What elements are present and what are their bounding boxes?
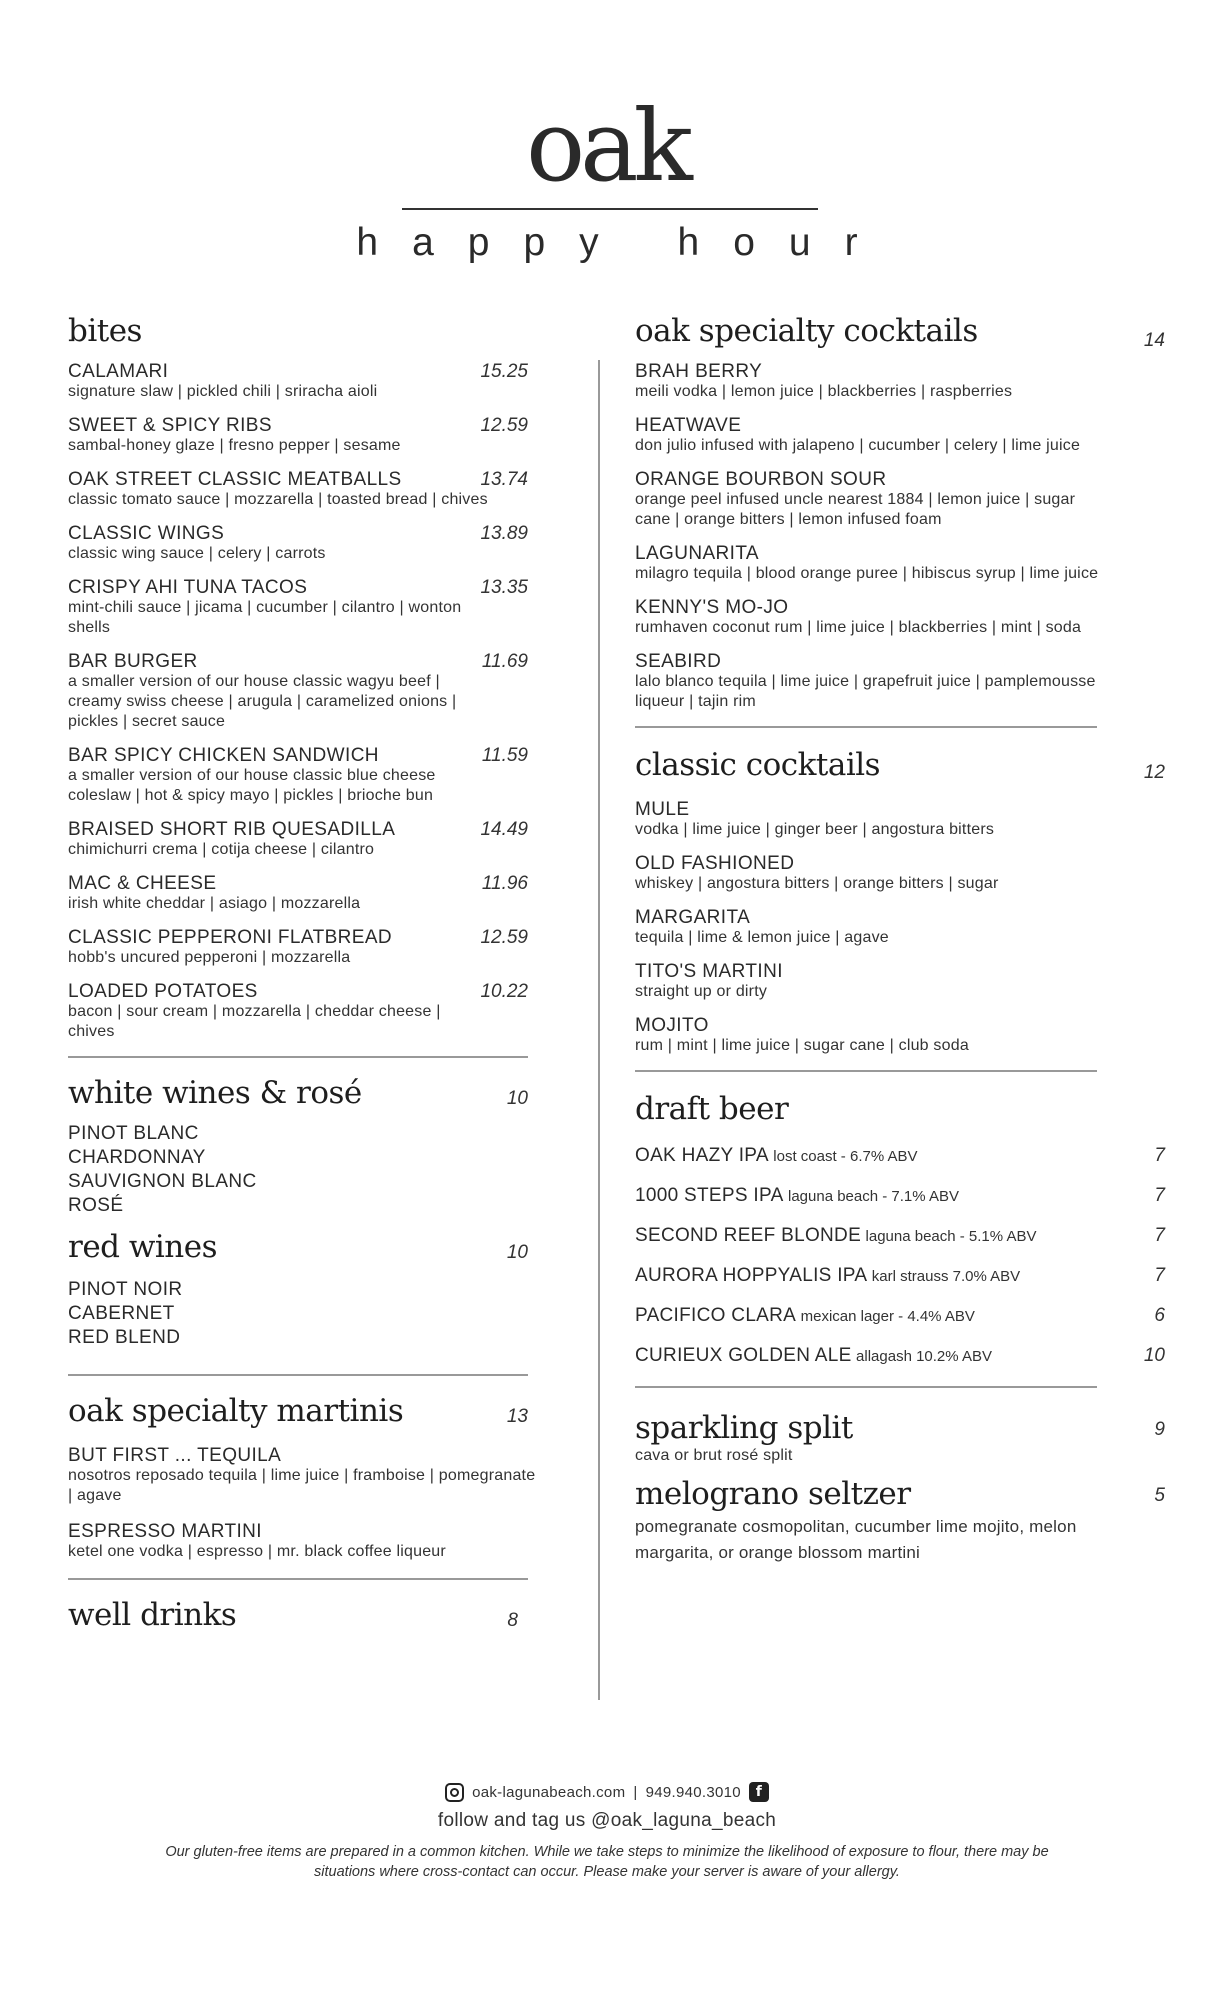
item-description: tequila | lime & lemon juice | agave xyxy=(635,929,889,946)
beer-price: 6 xyxy=(1154,1305,1165,1326)
column-divider xyxy=(598,360,600,1700)
item-name: SWEET & SPICY RIBS xyxy=(68,415,272,436)
item-description: whiskey | angostura bitters | orange bitters | sugar xyxy=(635,875,999,892)
right-column xyxy=(635,308,1165,1566)
section-specialty-cocktails-header xyxy=(635,308,1165,354)
item-description: bacon | sour cream | mozzarella | cheddar cheese | chives xyxy=(68,1003,441,1040)
item-price: 11.59 xyxy=(481,745,528,766)
beer-origin: allagash 10.2% ABV xyxy=(856,1348,992,1365)
item-name: SEABIRD xyxy=(635,651,722,672)
item-name: KENNY'S MO-JO xyxy=(635,597,789,618)
item-name: BRAH BERRY xyxy=(635,361,763,382)
bites-list xyxy=(68,362,528,1042)
logo-divider xyxy=(402,208,818,210)
menu-item xyxy=(68,1445,536,1506)
menu-item xyxy=(68,874,528,914)
section-divider xyxy=(68,1374,528,1376)
wine-item: PINOT BLANC xyxy=(68,1123,199,1144)
section-classic-cocktails-header xyxy=(635,742,1165,788)
red-wines-list xyxy=(68,1278,528,1350)
menu-item xyxy=(68,652,528,732)
beer-origin: karl strauss 7.0% ABV xyxy=(871,1268,1021,1285)
item-price: 11.69 xyxy=(481,651,528,672)
beer-item xyxy=(635,1264,1165,1304)
beer-item xyxy=(635,1344,1165,1384)
wine-item: SAUVIGNON BLANC xyxy=(68,1171,257,1192)
item-description: mint-chili sauce | jicama | cucumber | cilantro | wonton shells xyxy=(68,599,462,636)
item-name: MAC & CHEESE xyxy=(68,873,217,894)
menu-item xyxy=(635,652,1165,712)
section-price: 5 xyxy=(1154,1485,1165,1506)
phone-number[interactable]: 949.940.3010 xyxy=(645,1783,741,1801)
wine-item: CABERNET xyxy=(68,1303,175,1324)
item-price: 10.22 xyxy=(480,981,528,1002)
social-tag: follow and tag us @oak_laguna_beach xyxy=(437,1810,777,1831)
item-price: 13.89 xyxy=(480,523,528,544)
footer xyxy=(0,1782,1214,1882)
section-title: well drinks xyxy=(68,1597,237,1633)
menu-item xyxy=(68,820,528,860)
white-wines-list xyxy=(68,1122,528,1218)
wine-item: CHARDONNAY xyxy=(68,1147,206,1168)
item-price: 12.59 xyxy=(480,927,528,948)
item-name: CRISPY AHI TUNA TACOS xyxy=(68,577,308,598)
item-price: 14.49 xyxy=(480,819,528,840)
section-title: oak specialty martinis xyxy=(68,1393,404,1429)
item-description: don julio infused with jalapeno | cucumber | celery | lime juice xyxy=(635,437,1081,454)
menu-item xyxy=(635,470,1165,530)
beer-name: AURORA HOPPYALIS IPA xyxy=(635,1265,868,1286)
section-price: 14 xyxy=(1143,330,1165,351)
menu-item xyxy=(68,416,528,456)
menu-item xyxy=(68,362,528,402)
item-description: classic wing sauce | celery | carrots xyxy=(68,545,326,562)
item-description: signature slaw | pickled chili | sriracha aioli xyxy=(68,383,378,400)
section-title: red wines xyxy=(68,1229,218,1265)
item-description: rum | mint | lime juice | sugar cane | club soda xyxy=(635,1037,969,1054)
section-title: draft beer xyxy=(635,1091,789,1127)
instagram-icon[interactable] xyxy=(445,1783,464,1802)
section-title: oak specialty cocktails xyxy=(635,313,978,349)
item-description: orange peel infused uncle nearest 1884 | lemon juice | sugar cane | orange bitters | lemon infused foam xyxy=(635,491,1076,528)
section-price: 10 xyxy=(506,1242,528,1263)
section-draft-beer-header xyxy=(635,1086,1165,1132)
martinis-list xyxy=(68,1445,536,1562)
menu-subtitle: happy hour xyxy=(356,221,892,264)
item-price: 12.59 xyxy=(480,415,528,436)
menu-item xyxy=(68,1522,528,1562)
wine-item: ROSÉ xyxy=(68,1195,124,1216)
item-description: ketel one vodka | espresso | mr. black coffee liqueur xyxy=(68,1543,446,1560)
section-white-wines-header xyxy=(68,1070,528,1116)
section-divider xyxy=(68,1056,528,1058)
item-description: a smaller version of our house classic blue cheese coleslaw | hot & spicy mayo | pickles | brioche bun xyxy=(68,767,436,804)
beer-price: 7 xyxy=(1154,1265,1165,1286)
beer-item xyxy=(635,1144,1165,1184)
item-name: ESPRESSO MARTINI xyxy=(68,1521,262,1542)
item-name: BRAISED SHORT RIB QUESADILLA xyxy=(68,819,396,840)
beer-name: 1000 STEPS IPA xyxy=(635,1185,784,1206)
left-column xyxy=(68,308,536,1638)
separator: | xyxy=(633,1783,638,1801)
seltzer-desc: pomegranate cosmopolitan, cucumber lime mojito, melon margarita, or orange blossom martini xyxy=(635,1517,1077,1562)
item-description: vodka | lime juice | ginger beer | angostura bitters xyxy=(635,821,995,838)
item-price: 11.96 xyxy=(481,873,528,894)
item-description: a smaller version of our house classic wagyu beef | creamy swiss cheese | arugula | caramelized onions | pickles | secret sauce xyxy=(68,673,457,730)
item-name: HEATWAVE xyxy=(635,415,742,436)
item-price: 13.35 xyxy=(480,577,528,598)
item-description: nosotros reposado tequila | lime juice | framboise | pomegranate | agave xyxy=(68,1467,536,1504)
section-sparkling-split-header xyxy=(635,1410,1165,1446)
contact-line xyxy=(0,1782,1214,1802)
section-martinis-header xyxy=(68,1388,528,1434)
beer-origin: mexican lager - 4.4% ABV xyxy=(800,1308,975,1325)
beer-price: 10 xyxy=(1143,1345,1165,1366)
item-name: OAK STREET CLASSIC MEATBALLS xyxy=(68,469,402,490)
beer-origin: laguna beach - 5.1% ABV xyxy=(865,1228,1037,1245)
section-divider xyxy=(635,726,1097,728)
beer-price: 7 xyxy=(1154,1145,1165,1166)
menu-item xyxy=(635,908,1165,948)
item-description: milagro tequila | blood orange puree | hibiscus syrup | lime juice xyxy=(635,565,1099,582)
item-name: LOADED POTATOES xyxy=(68,981,258,1002)
item-name: ORANGE BOURBON SOUR xyxy=(635,469,887,490)
beer-name: SECOND REEF BLONDE xyxy=(635,1225,862,1246)
menu-item xyxy=(68,928,528,968)
wine-item: PINOT NOIR xyxy=(68,1279,183,1300)
facebook-icon[interactable]: f xyxy=(749,1782,769,1802)
menu-item xyxy=(635,598,1165,638)
item-description: hobb's uncured pepperoni | mozzarella xyxy=(68,949,351,966)
beer-origin: laguna beach - 7.1% ABV xyxy=(788,1188,959,1205)
beer-price: 7 xyxy=(1154,1225,1165,1246)
menu-item xyxy=(635,1016,1165,1056)
section-divider xyxy=(68,1578,528,1580)
beer-item xyxy=(635,1224,1165,1264)
sparkling-split-desc: cava or brut rosé split xyxy=(635,1447,793,1464)
beer-origin: lost coast - 6.7% ABV xyxy=(773,1148,918,1165)
section-bites-header xyxy=(68,308,528,354)
menu-item xyxy=(635,544,1165,584)
item-description: rumhaven coconut rum | lime juice | blackberries | mint | soda xyxy=(635,619,1082,636)
section-price: 8 xyxy=(507,1610,518,1631)
item-name: OLD FASHIONED xyxy=(635,853,795,874)
wine-item: RED BLEND xyxy=(68,1327,181,1348)
section-red-wines-header xyxy=(68,1224,528,1270)
item-description: irish white cheddar | asiago | mozzarella xyxy=(68,895,361,912)
beer-name: OAK HAZY IPA xyxy=(635,1145,769,1166)
item-name: BUT FIRST ... TEQUILA xyxy=(68,1445,282,1466)
section-well-drinks-header xyxy=(68,1592,528,1638)
specialty-cocktails-list xyxy=(635,362,1165,712)
item-name: CALAMARI xyxy=(68,361,169,382)
item-description: lalo blanco tequila | lime juice | grapefruit juice | pamplemousse liqueur | tajin rim xyxy=(635,673,1096,710)
item-price: 13.74 xyxy=(480,469,528,490)
item-price: 15.25 xyxy=(480,361,528,382)
beer-name: CURIEUX GOLDEN ALE xyxy=(635,1345,852,1366)
item-description: chimichurri crema | cotija cheese | cilantro xyxy=(68,841,375,858)
draft-beer-list xyxy=(635,1144,1165,1384)
item-name: MARGARITA xyxy=(635,907,751,928)
menu-item xyxy=(68,524,528,564)
item-name: TITO'S MARTINI xyxy=(635,961,783,982)
section-divider xyxy=(635,1070,1097,1072)
section-divider xyxy=(635,1386,1097,1388)
beer-price: 7 xyxy=(1154,1185,1165,1206)
beer-item xyxy=(635,1304,1165,1344)
item-name: MULE xyxy=(635,799,690,820)
menu-item xyxy=(635,962,1165,1002)
item-name: LAGUNARITA xyxy=(635,543,760,564)
item-name: BAR SPICY CHICKEN SANDWICH xyxy=(68,745,379,766)
item-name: MOJITO xyxy=(635,1015,709,1036)
menu-item xyxy=(635,416,1165,456)
website-link[interactable]: oak-lagunabeach.com xyxy=(472,1783,626,1801)
section-title: classic cocktails xyxy=(635,747,881,783)
item-name: BAR BURGER xyxy=(68,651,198,672)
section-price: 12 xyxy=(1143,762,1165,783)
menu-item xyxy=(68,470,528,510)
section-title: melograno seltzer xyxy=(635,1476,911,1512)
menu-item xyxy=(635,800,1165,840)
allergy-note: Our gluten-free items are prepared in a common kitchen. While we take steps to minimize the likelihood of exposure to flour, there may be situations where cross-contact can occur. Please make your server is aware of your allergy. xyxy=(165,1844,1049,1880)
section-price: 10 xyxy=(506,1088,528,1109)
menu-item xyxy=(635,854,1165,894)
beer-item xyxy=(635,1184,1165,1224)
menu-item xyxy=(635,362,1165,402)
classic-cocktails-list xyxy=(635,800,1165,1056)
item-name: CLASSIC PEPPERONI FLATBREAD xyxy=(68,927,393,948)
section-price: 9 xyxy=(1154,1419,1165,1440)
section-title: white wines & rosé xyxy=(68,1075,362,1111)
section-title: sparkling split xyxy=(635,1410,853,1446)
section-title: bites xyxy=(68,313,142,349)
item-name: CLASSIC WINGS xyxy=(68,523,225,544)
menu-item xyxy=(68,578,528,638)
menu-item xyxy=(68,746,528,806)
section-price: 13 xyxy=(506,1406,528,1427)
section-seltzer-header xyxy=(635,1474,1165,1514)
menu-item xyxy=(68,982,528,1042)
logo: oak xyxy=(526,90,688,204)
item-description: meili vodka | lemon juice | blackberries | raspberries xyxy=(635,383,1013,400)
item-description: sambal-honey glaze | fresno pepper | sesame xyxy=(68,437,401,454)
item-description: straight up or dirty xyxy=(635,983,768,1000)
beer-name: PACIFICO CLARA xyxy=(635,1305,797,1326)
item-description: classic tomato sauce | mozzarella | toasted bread | chives xyxy=(68,491,488,508)
